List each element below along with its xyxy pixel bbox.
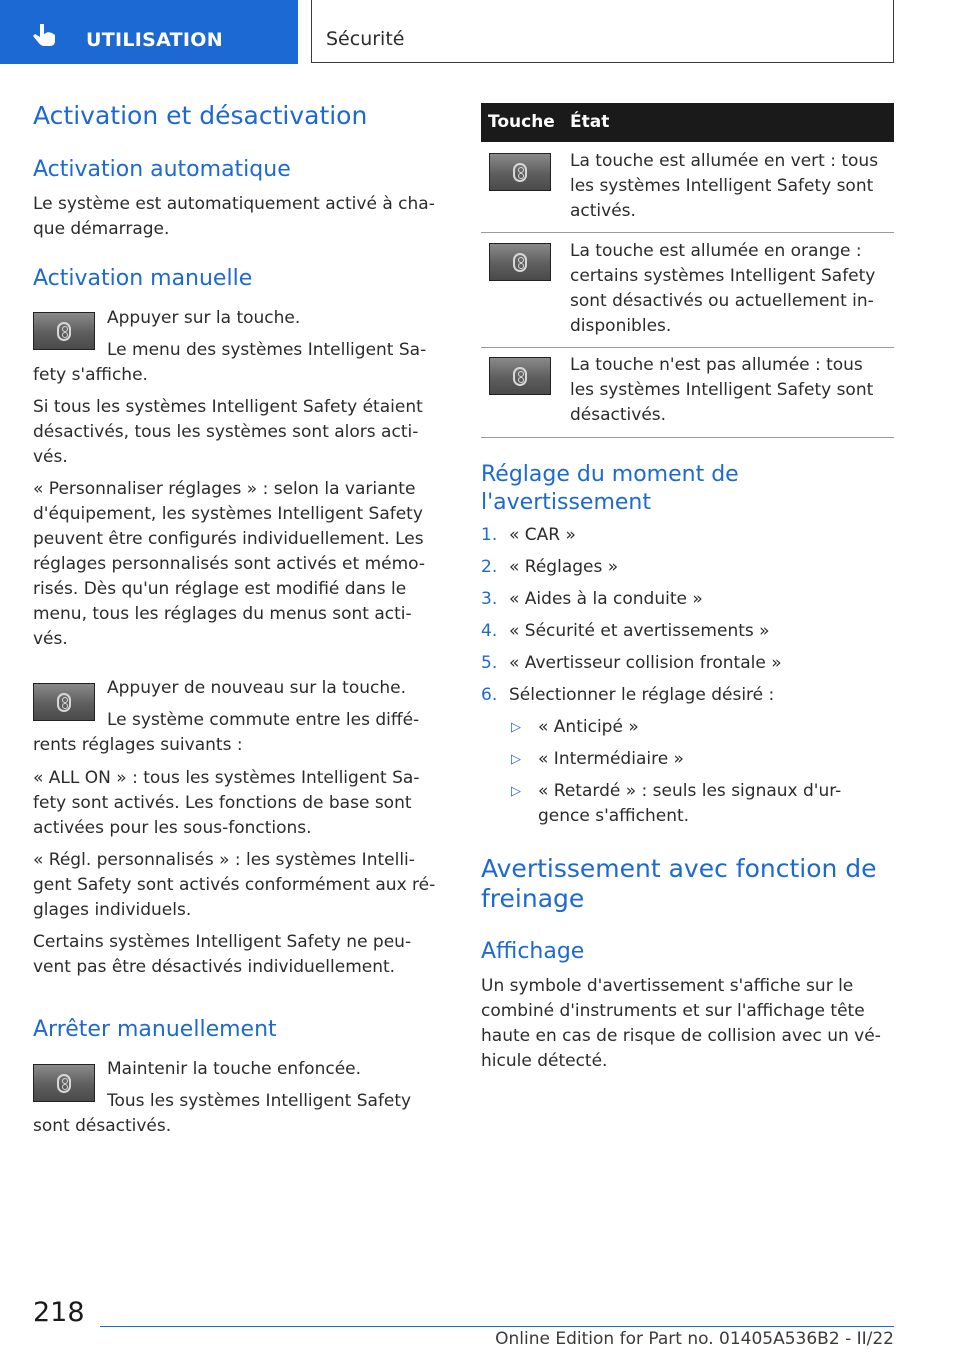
step-number: 4.: [481, 621, 498, 641]
edition-note: Online Edition for Part no. 01405A536B2 - II/22: [495, 1329, 894, 1349]
footer-rule: [100, 1326, 894, 1327]
safety-shield-icon: [57, 322, 71, 341]
table-divider: [481, 347, 894, 348]
step-number: 3.: [481, 589, 498, 609]
step-text: « Aides à la conduite »: [509, 589, 703, 609]
all-on-text: « ALL ON » : tous les systèmes Intelligent Sa- fety sont activés. Les fonctions de base sont activées pour les sous-fonctions.: [33, 768, 420, 838]
step-number: 1.: [481, 525, 498, 545]
page-title: Activation et désactivation: [33, 101, 368, 130]
auto-text: Le système est automatiquement activé à cha- que démarrage.: [33, 194, 435, 239]
table-divider: [481, 232, 894, 233]
option-text: « Retardé » : seuls les signaux d'ur- gence s'affichent.: [538, 781, 842, 826]
display-text: Un symbole d'avertissement s'affiche sur le combiné d'instruments et sur l'affichage tête haute en cas de risque de collision avec un vé- hicule détecté.: [481, 976, 881, 1071]
manual-press-text: Appuyer sur la touche.: [107, 308, 301, 328]
again-switch-text-a: Le système commute entre les diffé-: [107, 710, 420, 730]
manual-all-off-text: Si tous les systèmes Intelligent Safety étaient désactivés, tous les systèmes sont alors acti- vés.: [33, 397, 423, 467]
manual-menu-text-b: fety s'affiche.: [33, 365, 148, 385]
chapter-box: [311, 0, 894, 63]
intelligent-safety-button-image: [33, 312, 95, 350]
certains-text: Certains systèmes Intelligent Safety ne peu- vent pas être désactivés individuellement.: [33, 932, 412, 977]
section-label: UTILISATION: [86, 29, 223, 51]
step-text: Sélectionner le réglage désiré :: [509, 685, 775, 705]
manual-personal-text: « Personnaliser réglages » : selon la variante d'équipement, les systèmes Intelligent Safety peuvent être configurés individuellement. Les réglages personnalisés sont activés et mémo- risés. Dès qu'un réglage est modifié dans le menu, tous les réglages du menus sont acti- vés.: [33, 479, 425, 649]
triangle-bullet-icon: ▷: [511, 784, 521, 799]
triangle-bullet-icon: ▷: [511, 752, 521, 767]
step-text: « Avertisseur collision frontale »: [509, 653, 782, 673]
stop-hold-text: Maintenir la touche enfoncée.: [107, 1059, 362, 1079]
table-row-state: La touche n'est pas allumée : tous les systèmes Intelligent Safety sont désactivés.: [570, 355, 874, 425]
auto-heading: Activation automatique: [33, 157, 291, 182]
safety-shield-icon: [513, 163, 527, 182]
regl-perso-text: « Régl. personnalisés » : les systèmes Intelli- gent Safety sont activés conformément aux ré- glages individuels.: [33, 850, 436, 920]
safety-shield-icon: [57, 693, 71, 712]
status-table-header: [481, 103, 894, 142]
stop-result-text-b: sont désactivés.: [33, 1116, 172, 1136]
step-text: « CAR »: [509, 525, 576, 545]
table-divider: [481, 437, 894, 438]
triangle-bullet-icon: ▷: [511, 720, 521, 735]
manual-menu-text-a: Le menu des systèmes Intelligent Sa-: [107, 340, 427, 360]
intelligent-safety-button-image: [33, 1064, 95, 1102]
step-text: « Réglages »: [509, 557, 619, 577]
table-row-state: La touche est allumée en orange : certains systèmes Intelligent Safety sont désactivés ou actuellement in- disponibles.: [570, 241, 876, 336]
option-text: « Intermédiaire »: [538, 749, 684, 769]
button-off-image: [489, 357, 551, 395]
option-text: « Anticipé »: [538, 717, 639, 737]
step-text: « Sécurité et avertissements »: [509, 621, 770, 641]
section-tab: [0, 0, 298, 64]
step-number: 6.: [481, 685, 498, 705]
timing-heading: Réglage du moment de l'avertissement: [481, 462, 739, 515]
col-header-key: Touche: [488, 112, 555, 132]
button-green-image: [489, 153, 551, 191]
braking-heading: Avertissement avec fonction de freinage: [481, 854, 877, 913]
stop-result-text-a: Tous les systèmes Intelligent Safety: [107, 1091, 412, 1111]
manual-heading: Activation manuelle: [33, 266, 253, 291]
chapter-label: Sécurité: [326, 28, 405, 50]
intelligent-safety-button-image: [33, 683, 95, 721]
display-heading: Affichage: [481, 939, 585, 964]
hand-pointer-icon: [30, 20, 62, 48]
safety-shield-icon: [513, 253, 527, 272]
page-number: 218: [33, 1297, 85, 1328]
again-switch-text-b: rents réglages suivants :: [33, 735, 243, 755]
again-press-text: Appuyer de nouveau sur la touche.: [107, 678, 407, 698]
stop-heading: Arrêter manuellement: [33, 1017, 277, 1042]
col-header-state: État: [570, 112, 610, 132]
step-number: 2.: [481, 557, 498, 577]
safety-shield-icon: [513, 367, 527, 386]
button-orange-image: [489, 243, 551, 281]
safety-shield-icon: [57, 1074, 71, 1093]
step-number: 5.: [481, 653, 498, 673]
table-row-state: La touche est allumée en vert : tous les systèmes Intelligent Safety sont activés.: [570, 151, 879, 221]
